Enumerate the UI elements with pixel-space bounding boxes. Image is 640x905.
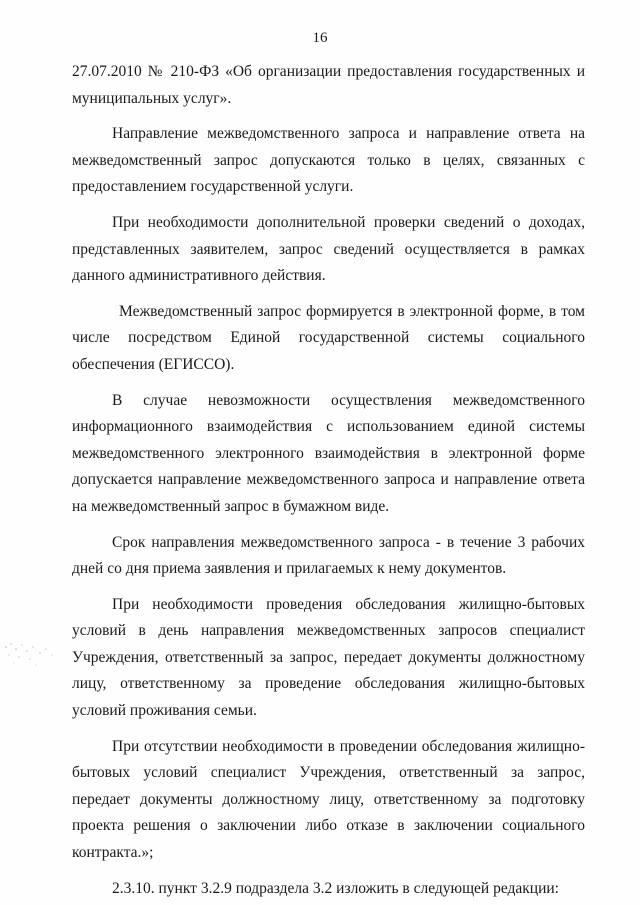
scan-noise-marks xyxy=(0,635,60,675)
paragraph-income-verification: При необходимости дополнительной проверки сведений о доходах, представленных заявителем, запрос сведений осуществляется в рамках данного административного действия. xyxy=(72,213,585,285)
paragraph-paper-request: В случае невозможности осуществления межведомственного информационного взаимодействия с использованием единой системы межведомственного электронного взаимодействия в электронной форме допускается направление межведомственного запроса и направление ответа на межведомственный запрос в бумажном виде. xyxy=(72,391,585,515)
page-number: 16 xyxy=(312,30,328,46)
paragraph-egisso: Межведомственный запрос формируется в электронной форме, в том числе посредством Единой государственной системы социального обеспечения (ЕГИССО). xyxy=(72,302,585,373)
paragraph-law-reference: 27.07.2010 № 210-ФЗ «Об организации предоставления государственных и муниципальных услуг». xyxy=(72,63,585,107)
paragraph-request-deadline: Срок направления межведомственного запроса - в течение 3 рабочих дней со дня приема заявления и прилагаемых к нему документов. xyxy=(72,533,585,578)
paragraph-housing-survey: При необходимости проведения обследования жилищно-бытовых условий в день направления межведомственных запросов специалист Учреждения, ответственный за запрос, передает документы должностному лицу, ответственному за проведение обследования жилищно-бытовых условий проживания семьи. xyxy=(72,595,585,720)
document-body xyxy=(72,59,585,902)
paragraph-no-survey-needed: При отсутствии необходимости в проведении обследования жилищно-бытовых условий специалист Учреждения, ответственный за запрос, передает документы должностному лицу, ответственному за подготовку проекта решения о заключении либо отказе в заключении социального контракта.»; xyxy=(72,737,585,862)
paragraph-amendment-point: 2.3.10. пункт 3.2.9 подраздела 3.2 изложить в следующей редакции: xyxy=(112,879,559,897)
paragraph-interagency-request-purpose: Направление межведомственного запроса и направление ответа на межведомственный запрос допускаются только в целях, связанных с предоставлением государственной услуги. xyxy=(72,125,585,196)
